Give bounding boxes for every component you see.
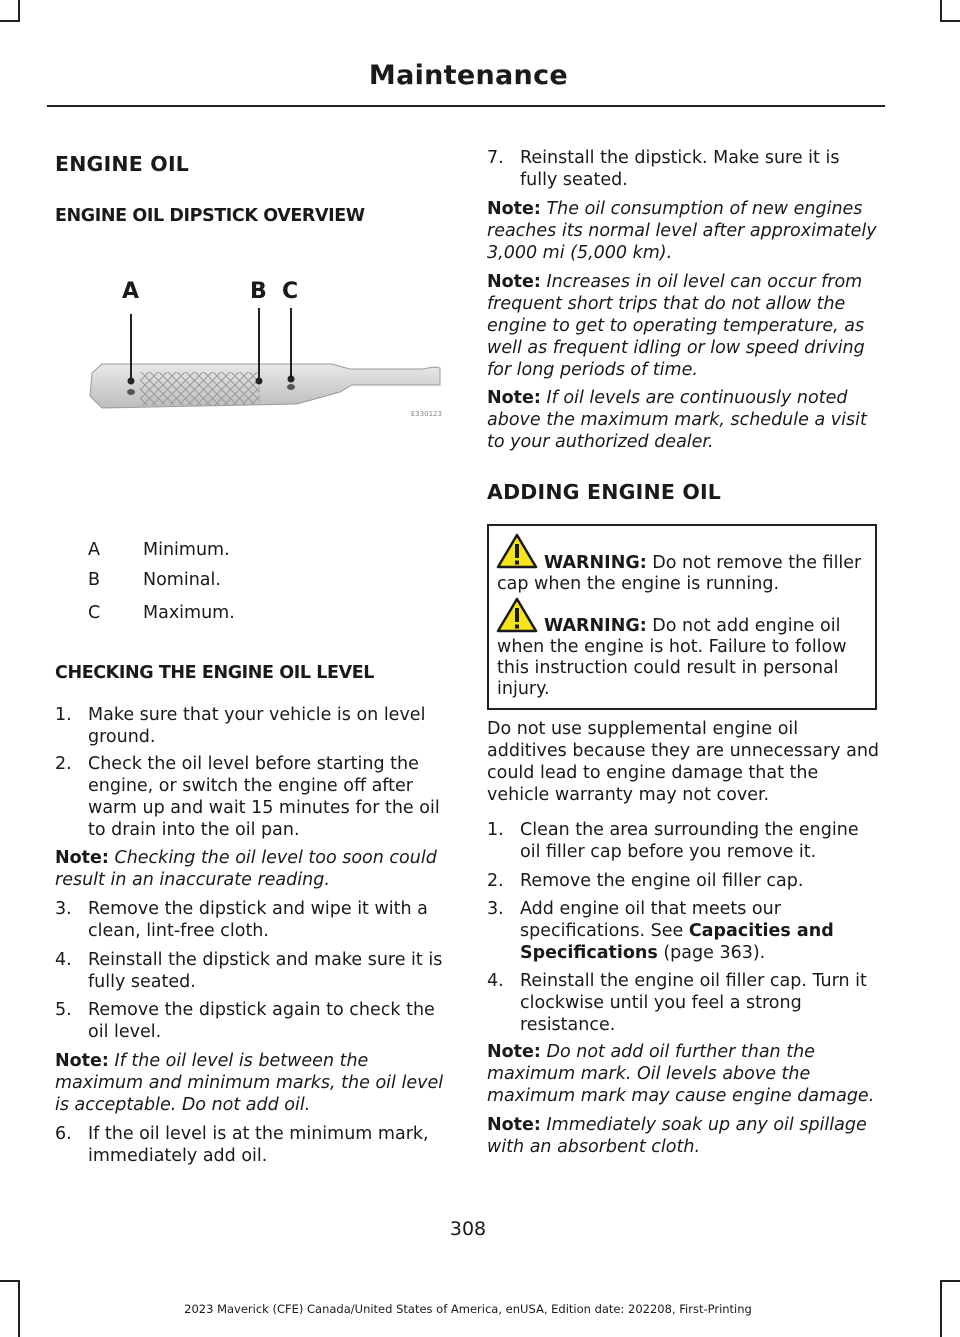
- note-text: If oil levels are continuously noted above the maximum mark, schedule a visit to your authorized dealer.: [487, 388, 867, 452]
- note: [487, 198, 882, 264]
- list-number: 4.: [487, 971, 504, 991]
- note-text: The oil consumption of new engines reaches its normal level after approximately 3,000 mi (5,000 km).: [487, 199, 877, 263]
- note-text: Increases in oil level can occur from frequent short trips that do not allow the engine to get to operating temperature, as well as frequent idling or low speed driving for long periods of time.: [487, 272, 865, 380]
- legend-key: A: [88, 540, 100, 560]
- list-item: [487, 819, 882, 863]
- note: [55, 847, 450, 891]
- list-text: Remove the engine oil filler cap.: [520, 871, 804, 891]
- figure-code: E330123: [410, 410, 442, 418]
- note-label: Note:: [55, 1051, 109, 1071]
- list-item: [55, 949, 450, 993]
- crop-mark: [0, 20, 20, 22]
- warning-text: [497, 616, 871, 700]
- heading-checking-oil: CHECKING THE ENGINE OIL LEVEL: [55, 663, 375, 683]
- marker-dot-c: [288, 376, 295, 383]
- header-rule: [47, 105, 885, 107]
- heading-adding-oil: ADDING ENGINE OIL: [487, 480, 722, 504]
- list-text: Clean the area surrounding the engine oil filler cap before you remove it.: [520, 820, 859, 862]
- note-text: Immediately soak up any oil spillage with an absorbent cloth.: [487, 1115, 867, 1157]
- list-item: [487, 898, 882, 964]
- legend-value: Nominal.: [143, 570, 221, 590]
- legend-value: Minimum.: [143, 540, 230, 560]
- list-number: 6.: [55, 1124, 72, 1144]
- note-text: If the oil level is between the maximum and minimum marks, the oil level is acceptable. Do not add oil.: [55, 1051, 444, 1115]
- list-item: [55, 1123, 450, 1167]
- list-text: Add engine oil that meets our specifications. See: [520, 899, 781, 941]
- page-reference: (page 363).: [657, 943, 766, 963]
- warning-text: [497, 553, 871, 595]
- cross-reference-link[interactable]: Capacities and Specifications: [520, 921, 834, 963]
- page-number: 308: [449, 1218, 487, 1240]
- note-label: Note:: [487, 272, 541, 292]
- heading-dipstick-overview: ENGINE OIL DIPSTICK OVERVIEW: [55, 206, 365, 226]
- legend-key: C: [88, 603, 101, 623]
- note: [55, 1050, 450, 1116]
- marker-dot-b: [256, 378, 263, 385]
- list-text: Reinstall the dipstick and make sure it is fully seated.: [88, 950, 443, 992]
- note-label: Note:: [487, 1042, 541, 1062]
- list-number: 7.: [487, 148, 504, 168]
- dipstick-figure: [82, 268, 452, 418]
- warning-label: WARNING:: [544, 616, 647, 636]
- list-number: 3.: [55, 899, 72, 919]
- list-text: Remove the dipstick and wipe it with a clean, lint-free cloth.: [88, 899, 428, 941]
- list-text: Remove the dipstick again to check the oil level.: [88, 1000, 435, 1042]
- list-number: 2.: [55, 754, 72, 774]
- crop-mark: [940, 1280, 960, 1282]
- dipstick-hole-a: [127, 389, 135, 395]
- note-text: Do not add oil further than the maximum mark. Oil levels above the maximum mark may cause engine damage.: [487, 1042, 875, 1106]
- list-item: [487, 970, 882, 1036]
- figure-label-c: C: [282, 279, 299, 304]
- note-label: Note:: [487, 1115, 541, 1135]
- crop-mark: [0, 1280, 20, 1282]
- marker-dot-a: [128, 378, 135, 385]
- dipstick-crosshatch: [140, 372, 260, 405]
- figure-label-a: A: [122, 279, 140, 304]
- legend-key: B: [88, 570, 101, 590]
- crop-mark: [940, 1280, 942, 1337]
- note-text: Checking the oil level too soon could result in an inaccurate reading.: [55, 848, 437, 890]
- list-text: Reinstall the engine oil filler cap. Turn it clockwise until you feel a strong resistance.: [520, 971, 867, 1035]
- list-item: [487, 870, 882, 892]
- list-number: 2.: [487, 871, 504, 891]
- note: [487, 387, 882, 453]
- legend-value: Maximum.: [143, 603, 235, 623]
- crop-mark: [940, 0, 942, 22]
- list-text: Reinstall the dipstick. Make sure it is fully seated.: [520, 148, 840, 190]
- list-number: 1.: [55, 705, 72, 725]
- paragraph-additives: Do not use supplemental engine oil additives because they are unnecessary and could lead to engine damage that the vehicle warranty may not cover.: [487, 719, 880, 805]
- list-item: [55, 898, 450, 942]
- edition-footer: 2023 Maverick (CFE) Canada/United States of America, enUSA, Edition date: 202208, First-Printing: [184, 1302, 752, 1316]
- note: [487, 1041, 882, 1107]
- note-label: Note:: [487, 199, 541, 219]
- list-text: If the oil level is at the minimum mark, immediately add oil.: [88, 1124, 429, 1166]
- list-item: [487, 147, 882, 191]
- crop-mark: [940, 20, 960, 22]
- figure-label-b: B: [250, 279, 267, 304]
- heading-engine-oil: ENGINE OIL: [55, 152, 190, 176]
- warning-label: WARNING:: [544, 553, 647, 573]
- note: [487, 271, 882, 381]
- note-label: Note:: [487, 388, 541, 408]
- list-text: Make sure that your vehicle is on level ground.: [88, 705, 426, 747]
- dipstick-hole-c: [287, 384, 295, 390]
- list-number: 5.: [55, 1000, 72, 1020]
- list-number: 4.: [55, 950, 72, 970]
- warning-body: Do not remove the filler cap when the engine is running.: [497, 553, 862, 594]
- note: [487, 1114, 882, 1158]
- list-item: [55, 753, 450, 841]
- list-item: [55, 999, 450, 1043]
- page-title: Maintenance: [368, 60, 568, 91]
- list-number: 1.: [487, 820, 504, 840]
- list-text: Check the oil level before starting the engine, or switch the engine off after warm up and wait 15 minutes for the oil to drain into the oil pan.: [88, 754, 440, 840]
- crop-mark: [18, 0, 20, 22]
- warning-body: Do not add engine oil when the engine is hot. Failure to follow this instruction could result in personal injury.: [497, 616, 847, 699]
- list-number: 3.: [487, 899, 504, 919]
- list-item: [55, 704, 450, 748]
- note-label: Note:: [55, 848, 109, 868]
